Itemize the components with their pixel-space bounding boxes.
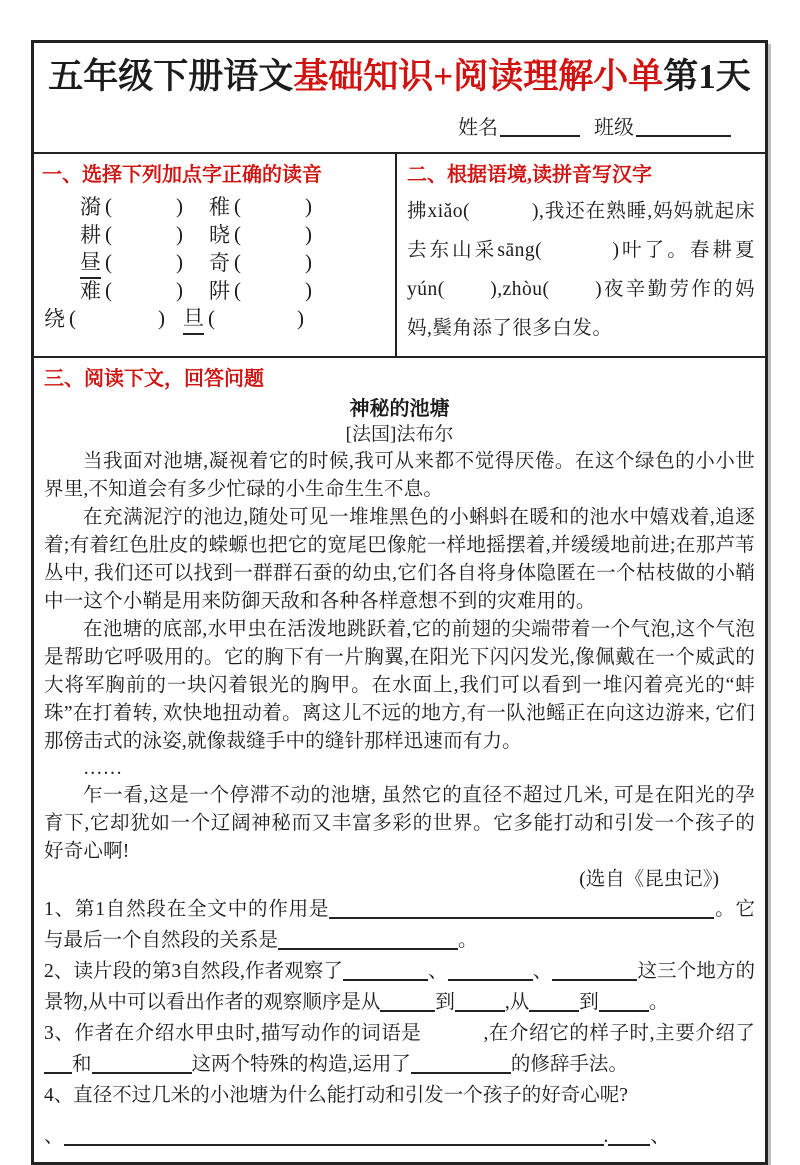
- answer-space[interactable]: [112, 252, 176, 273]
- question-text: 、: [44, 1126, 64, 1147]
- target-character: 旦: [183, 302, 204, 335]
- answer-blank[interactable]: [278, 929, 458, 951]
- section-2-heading: 二、根据语境,读拼音写汉字: [407, 164, 652, 186]
- answer-space[interactable]: [112, 196, 176, 217]
- exercise-columns: [34, 154, 765, 358]
- answer-space[interactable]: [76, 308, 158, 329]
- answer-space[interactable]: [215, 308, 297, 329]
- question-text: 1、第1自然段在全文中的作用是: [44, 899, 330, 920]
- paren-open: (: [234, 221, 241, 246]
- question-text: 。: [648, 992, 669, 1013]
- paren-open: (: [105, 277, 112, 302]
- answer-blank[interactable]: [64, 1125, 604, 1147]
- class-label: 班级: [594, 117, 634, 139]
- answer-write-line: [44, 1121, 755, 1152]
- question-line: [44, 956, 755, 1018]
- answer-blank[interactable]: [529, 991, 579, 1013]
- question-text: 、: [428, 961, 448, 982]
- question-text: ,在介绍它的样子时,主要介绍了: [483, 1023, 755, 1044]
- title-prefix: 五年级下册语文: [48, 57, 294, 96]
- paren-close: ): [305, 249, 312, 274]
- column-gap: [165, 308, 183, 329]
- answer-space[interactable]: [241, 252, 305, 273]
- answer-blank[interactable]: [92, 1053, 192, 1075]
- title-highlight: 基础知识+阅读理解小单: [293, 57, 664, 96]
- target-character: 耕: [80, 223, 101, 247]
- title-row: [34, 43, 765, 154]
- paren-close: ): [305, 193, 312, 218]
- worksheet-page: [31, 40, 768, 1165]
- paren-close: ): [176, 221, 183, 246]
- paren-open: (: [105, 249, 112, 274]
- passage-source: (选自《昆虫记》): [579, 869, 719, 890]
- target-character: 昼: [80, 246, 101, 279]
- pinyin-choice-row: [42, 248, 391, 276]
- question-text: 到: [579, 992, 599, 1013]
- question-text: 和: [72, 1054, 92, 1075]
- question-text: 这三个地方的景物,从中可以看出作者的观察顺序是从: [44, 961, 755, 1013]
- column-gap: [183, 196, 209, 217]
- target-character: 绕: [44, 307, 65, 331]
- paren-open: (: [234, 277, 241, 302]
- question-text: ,从: [504, 992, 530, 1013]
- target-character: 晓: [209, 223, 230, 247]
- answer-blank[interactable]: [380, 991, 435, 1013]
- answer-blank[interactable]: [44, 1053, 72, 1075]
- pinyin-write-text: 拂xiǎo( ),我还在熟睡,妈妈就起床去东山采sāng( )叶了。春耕夏yún( ),zhòu( )夜辛勤劳作的妈妈,鬓角添了很多白发。: [407, 201, 755, 339]
- answer-blank[interactable]: [599, 991, 649, 1013]
- section-2: [397, 154, 765, 356]
- paren-close: ): [176, 249, 183, 274]
- question-text: 、: [532, 961, 553, 982]
- name-blank[interactable]: [500, 115, 580, 137]
- paren-open: (: [208, 305, 215, 330]
- passage-author: [法国]法布尔: [345, 424, 454, 445]
- passage-paragraph: 乍一看,这是一个停滞不动的池塘, 虽然它的直径不超过几米, 可是在阳光的孕育下,它却犹如一个辽阔神秘而又丰富多彩的世界。它多能打动和引发一个孩子的好奇心啊!: [44, 785, 755, 862]
- column-gap: [183, 280, 209, 301]
- target-character: 奇: [209, 251, 230, 275]
- class-blank[interactable]: [636, 115, 731, 137]
- answer-blank[interactable]: [411, 1053, 511, 1075]
- answer-space[interactable]: [112, 224, 176, 245]
- answer-blank[interactable]: [455, 991, 505, 1013]
- pinyin-choice-row: [42, 304, 391, 332]
- paren-open: (: [105, 193, 112, 218]
- passage-paragraph: 在池塘的底部,水甲虫在活泼地跳跃着,它的前翅的尖端带着一个气泡,这个气泡是帮助它呼吸用的。它的胸下有一片胸翼,在阳光下闪闪发光,像佩戴在一个威武的大将军胸前的一块闪着银光的胸甲。在水面上,我们可以看到一堆闪着亮光的“蚌珠”在打着转, 欢快地扭动着。离这儿不远的地方,有一队池鳐正在向这边游来, 它们那傍击式的泳姿,就像裁缝手中的缝针那样迅速而有力。: [44, 619, 755, 752]
- answer-space[interactable]: [112, 280, 176, 301]
- paren-open: (: [234, 249, 241, 274]
- question-text: 。: [458, 930, 478, 951]
- pinyin-choice-list: [42, 192, 391, 332]
- page-title: [42, 55, 757, 99]
- passage-ellipsis: ……: [83, 758, 123, 779]
- question-text: 、: [650, 1126, 670, 1147]
- target-character: 难: [80, 279, 101, 303]
- target-character: 稚: [209, 195, 230, 219]
- question-text: 4、直径不过几米的小池塘为什么能打动和引发一个孩子的好奇心呢?: [44, 1085, 628, 1106]
- pinyin-choice-row: [42, 276, 391, 304]
- answer-blank[interactable]: [329, 898, 714, 920]
- paren-close: ): [158, 305, 165, 330]
- answer-blank[interactable]: [448, 960, 533, 982]
- paren-open: (: [105, 221, 112, 246]
- question-line: [44, 894, 755, 956]
- answer-blank[interactable]: [608, 1125, 650, 1147]
- section-1-heading: 一、选择下列加点字正确的读音: [42, 164, 322, 186]
- question-text: 这两个特殊的构造,运用了: [191, 1054, 411, 1075]
- question-text: 2、读片段的第3自然段,作者观察了: [44, 961, 343, 982]
- question-text: 的修辞手法。: [510, 1054, 628, 1075]
- question-text: .: [603, 1126, 609, 1147]
- section-1: [34, 154, 397, 356]
- paren-close: ): [305, 221, 312, 246]
- answer-blank[interactable]: [552, 960, 637, 982]
- name-class-line: [42, 99, 757, 148]
- pinyin-choice-row: [42, 220, 391, 248]
- target-character: 阱: [209, 279, 230, 303]
- questions: [44, 894, 755, 1152]
- paren-open: (: [69, 305, 76, 330]
- answer-blank[interactable]: [343, 960, 428, 982]
- question-text: 3、作者在介绍水甲虫时,描写动作的词语是: [44, 1023, 422, 1044]
- section-3: [34, 358, 765, 1162]
- section-3-heading: 三、阅读下文，回答问题: [44, 368, 264, 390]
- paren-close: ): [176, 193, 183, 218]
- question-text: 。它与最后一个自然段的关系是: [44, 899, 755, 951]
- target-character: 漪: [80, 195, 101, 219]
- paren-close: ): [176, 277, 183, 302]
- passage-paragraph: 当我面对池塘,凝视着它的时候,我可从来都不觉得厌倦。在这个绿色的小小世界里,不知道会有多少忙碌的小生命生生不息。: [44, 451, 755, 500]
- passage-paragraph: 在充满泥泞的池边,随处可见一堆堆黑色的小蝌蚪在暖和的池水中嬉戏着,追逐着;有着红色肚皮的蝾螈也把它的宽尾巴像舵一样地摇摆着,并缓缓地前进;在那芦苇丛中, 我们还可以找到一群群石蚕的幼虫,它们各自将身体隐匿在一个枯枝做的小鞘中一这个小鞘是用来防御天敌和各种各样意想不到的灾难用的。: [44, 507, 755, 612]
- name-label: 姓名: [458, 117, 498, 139]
- question-text: 到: [435, 992, 455, 1013]
- answer-gap[interactable]: [421, 1020, 483, 1040]
- question-line: [44, 1080, 755, 1111]
- paren-open: (: [234, 193, 241, 218]
- paren-close: ): [305, 277, 312, 302]
- answer-space[interactable]: [241, 196, 305, 217]
- passage-title: 神秘的池塘: [349, 398, 450, 420]
- column-gap: [183, 224, 209, 245]
- paren-close: ): [297, 305, 304, 330]
- pinyin-choice-row: [42, 192, 391, 220]
- answer-space[interactable]: [241, 280, 305, 301]
- answer-space[interactable]: [241, 224, 305, 245]
- column-gap: [183, 252, 209, 273]
- title-suffix: 第1天: [663, 57, 751, 96]
- question-line: [44, 1018, 755, 1080]
